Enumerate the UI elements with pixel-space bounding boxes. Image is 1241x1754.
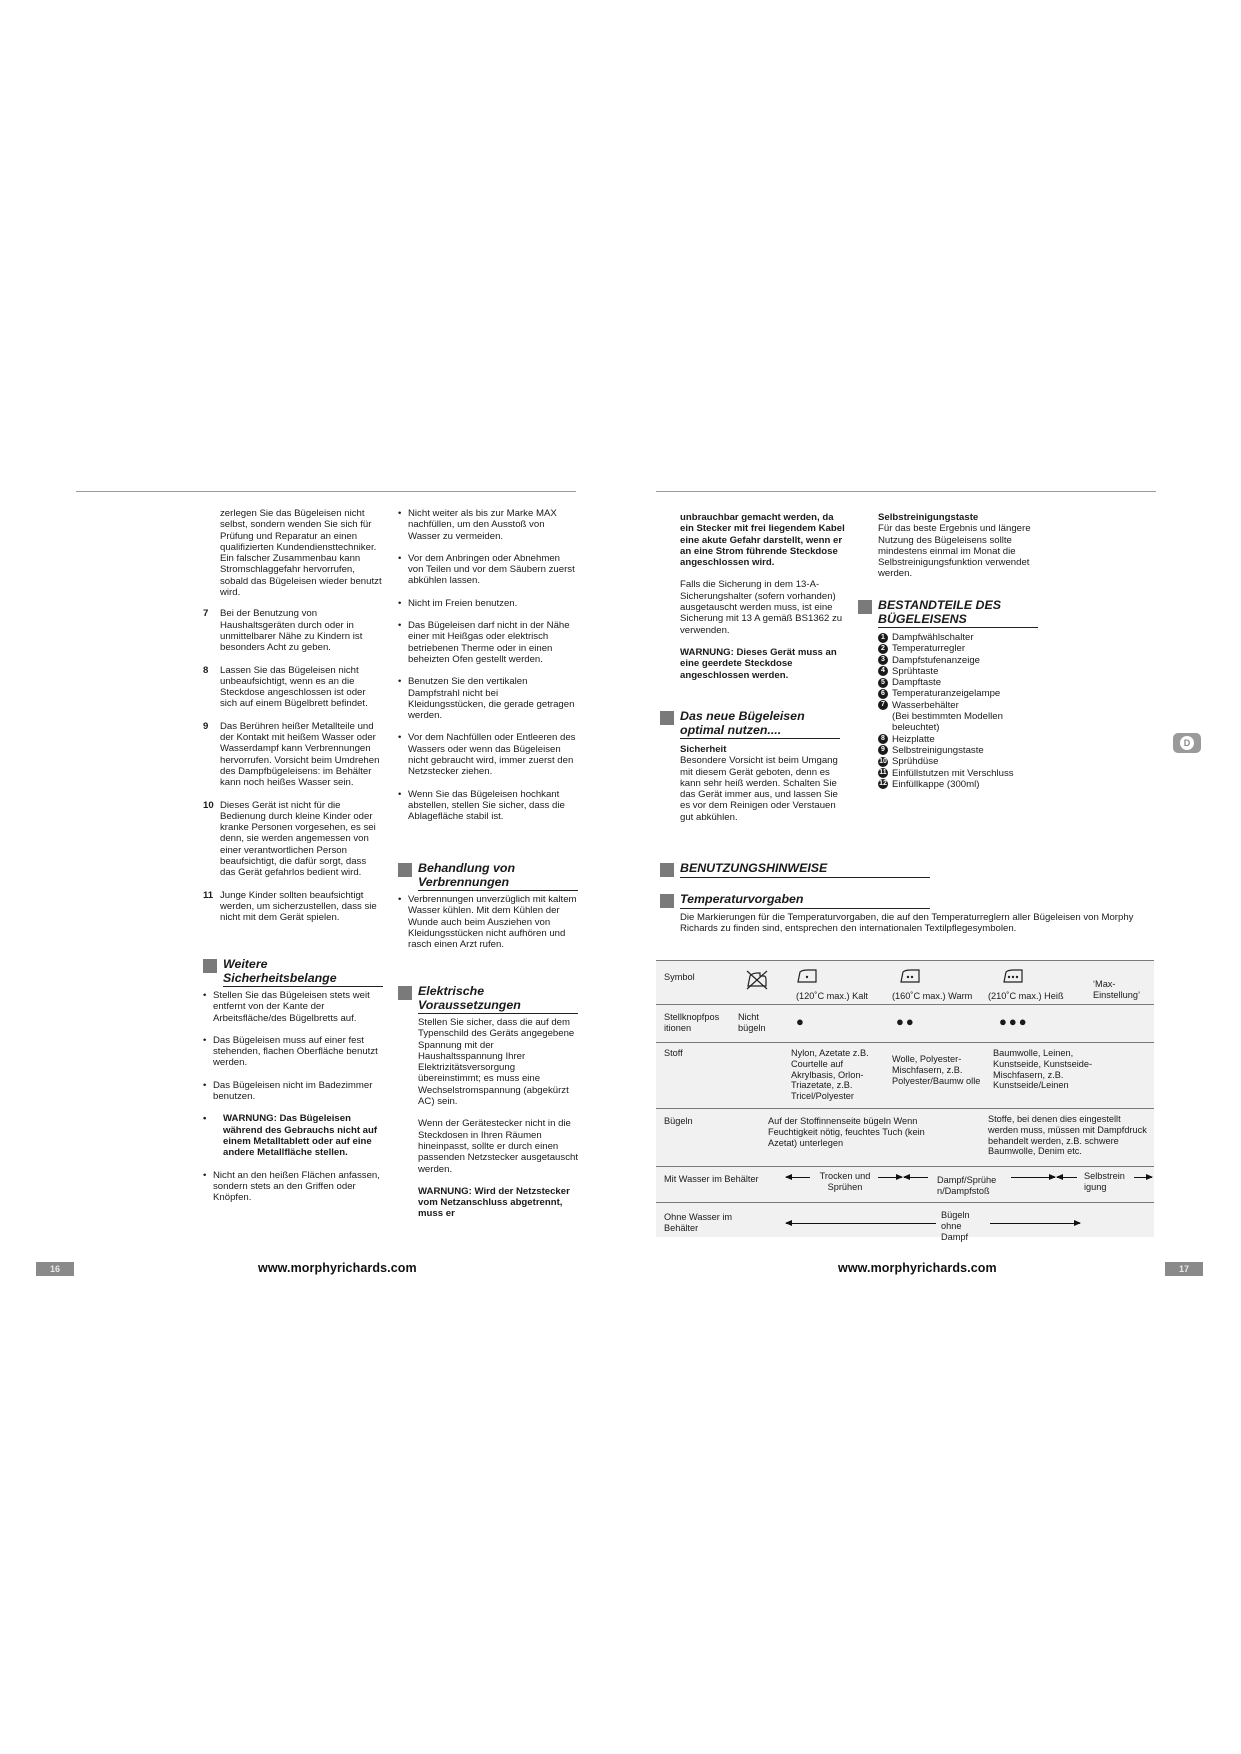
list-item: 2 Temperaturregler xyxy=(878,643,1038,654)
warning-item: • WARNUNG: Das Bügeleisen während des Gebrauchs nicht auf einem Metalltablett oder auf eine andere Metallfläche stellen. xyxy=(203,1113,378,1159)
usage-section xyxy=(660,862,930,881)
list-item: • Stellen Sie das Bügeleisen stets weit entfernt von der Kante der Arbeitsfläche/des Bügelbretts auf. xyxy=(203,990,370,1024)
list-item: • Nicht im Freien benutzen. xyxy=(398,597,518,609)
section-heading xyxy=(858,599,1038,628)
intro-paragraph: zerlegen Sie das Bügeleisen nicht selbst, sondern wenden Sie sich für Prüfung und Reparatur an einen qualifizierten Kundendiensttechniker. Ein falscher Zusammenbau kann Stromschlaggefahr hervorrufen, sobald das Bügeleisen wieder benutzt wird. xyxy=(220,508,382,599)
section-heading xyxy=(660,893,930,909)
left-column-1 xyxy=(203,508,383,935)
footer-url: www.morphyrichards.com xyxy=(258,1261,417,1275)
arrow xyxy=(1134,1177,1152,1178)
safety-text: Besondere Vorsicht ist beim Umgang mit diesem Gerät geboten, denn es kann sehr heiß werden. Schalten Sie das Gerät immer aus, und lassen Sie es vor dem Reinigen oder Verstauen gut abkühlen. xyxy=(680,755,838,823)
section-heading xyxy=(660,862,930,878)
hot-setting-label: (210˚C max.) Heiß xyxy=(988,991,1064,1001)
section-marker xyxy=(660,711,674,725)
row-label: Ohne Wasser im Behälter xyxy=(664,1212,733,1233)
electrical-text: Stellen Sie sicher, dass die auf dem Typenschild des Geräts angegebene Spannung mit der Haushaltsspannung Ihrer Elektrizitätsversorgung übereinstimmt; es muss eine Wechselstromspannung (abgekürzt AC) sein. xyxy=(418,1017,575,1108)
section-title: Weitere Sicherheitsbelange xyxy=(223,958,383,987)
arrow xyxy=(786,1177,810,1178)
list-item: • Nicht weiter als bis zur Marke MAX nachfüllen, um den Ausstoß von Wasser zu vermeiden. xyxy=(398,508,557,542)
list-item: 10 Sprühdüse xyxy=(879,756,939,768)
page-number: 17 xyxy=(1165,1262,1203,1276)
section-heading xyxy=(398,985,578,1014)
list-item: 11 Junge Kinder sollten beaufsichtigt werden, um sicherzustellen, dass sie nicht mit dem Gerät spielen. xyxy=(203,889,377,924)
electrical-text: Wenn der Gerätestecker nicht in die Steckdosen in Ihren Räumen hineinpasst, sollte er durch einen passenden Netzstecker ausgetauscht werden. xyxy=(418,1118,578,1175)
list-item: • Das Bügeleisen darf nicht in der Nähe einer mit Heißgas oder elektrisch betriebenen Therme oder in einen beheizten Ofen gestellt werden. xyxy=(398,620,570,665)
list-item-note: (Bei bestimmten Modellen beleuchtet) xyxy=(892,711,1003,734)
knob-one-dot: ● xyxy=(796,1014,806,1029)
list-item: • Wenn Sie das Bügeleisen hochkant abstellen, stellen Sie sicher, dass die Ablagefläche stabil ist. xyxy=(398,788,565,823)
arrow xyxy=(878,1177,902,1178)
list-item: • Das Bügeleisen nicht im Badezimmer benutzen. xyxy=(203,1079,373,1103)
no-iron-label: Nicht bügeln xyxy=(738,1012,766,1033)
temperature-intro: Die Markierungen für die Temperaturvorgaben, die auf den Temperaturreglern aller Bügeleisen von Morphy Richards zu finden sind, entsprechen den internationalen Textilpflegesymbolen. xyxy=(680,912,1134,935)
section-title: BENUTZUNGSHINWEISE xyxy=(680,862,930,878)
list-item: • Benutzen Sie den vertikalen Dampfstrahl nicht bei Kleidungsstücken, die gerade getragen werden. xyxy=(398,676,575,722)
footer-url: www.morphyrichards.com xyxy=(838,1261,997,1275)
section-marker xyxy=(203,959,217,973)
list-item: • Das Bügeleisen muss auf einer fest stehenden, flachen Oberfläche benutzt werden. xyxy=(203,1034,378,1069)
steam-spray-label: Dampf/Sprühe n/Dampfstoß xyxy=(937,1175,997,1196)
cold-setting-label: (120˚C max.) Kalt xyxy=(796,991,868,1001)
arrow xyxy=(904,1177,928,1178)
right-column-3 xyxy=(680,512,845,692)
arrow xyxy=(1011,1177,1055,1178)
burns-section xyxy=(398,862,578,950)
iron-three-dots-icon xyxy=(1002,968,1024,987)
section-marker xyxy=(398,986,412,1000)
fabric-hot: Baumwolle, Leinen, Kunstseide, Kunstseide-Mischfasern, z.B. Kunstseide/Leinen xyxy=(993,1048,1093,1091)
safety-section xyxy=(203,958,383,1214)
safety-heading: Sicherheit xyxy=(680,744,727,755)
page-number: 16 xyxy=(36,1262,74,1276)
iron-one-dot-icon xyxy=(796,968,818,987)
list-item: 6 Temperaturanzeigelampe xyxy=(878,688,1038,699)
list-item: 9 Selbstreinigungstaste xyxy=(878,745,1038,756)
section-marker xyxy=(660,894,674,908)
right-column-4 xyxy=(878,512,1048,580)
section-heading xyxy=(398,862,578,891)
warning-text: unbrauchbar gemacht werden, da ein Stecker mit frei liegendem Kabel eine akute Gefahr darstellt, wenn er an eine Strom führende Steckdose angeschlossen wird. xyxy=(680,512,845,569)
fabric-cold: Nylon, Azetate z.B. Courtelle auf Akrylbasis, Orlon-Triazetate, z.B. Tricel/Polyester xyxy=(791,1048,869,1102)
knob-three-dots: ●●● xyxy=(999,1014,1029,1029)
knob-two-dots: ●● xyxy=(896,1014,916,1029)
max-setting-label: ‘Max-Einstellung’ xyxy=(1093,979,1140,1000)
fuse-text: Falls die Sicherung in dem 13-A-Sicherungshalter (sofern vorhanden) ausgetauscht werden muss, ist eine Sicherung mit 13 A gemäß BS1362 zu verwenden. xyxy=(680,579,843,636)
list-item: 10 Dieses Gerät ist nicht für die Bedienung durch kleine Kinder oder kranke Personen vorgesehen, es sei denn, sie werden angemessen von einer verantwortlichen Person beaufsichtigt, die dafür sorgt, dass das Gerät gefahrlos bedient wird. xyxy=(203,799,376,879)
self-clean-label: Selbstrein igung xyxy=(1084,1171,1125,1192)
list-item: 7 Wasserbehälter xyxy=(878,700,1038,711)
do-not-iron-icon xyxy=(746,970,768,993)
list-item: • Vor dem Anbringen oder Abnehmen von Teilen und vor dem Säubern zuerst abkühlen lassen. xyxy=(398,552,575,587)
selfclean-text: Für das beste Ergebnis und längere Nutzung des Bügeleisens sollte mindestens einmal im Monat die Selbstreinigungsfunktion verwendet werden. xyxy=(878,523,1031,580)
section-title: Temperaturvorgaben xyxy=(680,893,930,909)
section-title: Elektrische Voraussetzungen xyxy=(418,985,578,1014)
iron-two-dots-icon xyxy=(899,968,921,987)
selfclean-heading: Selbstreinigungstaste xyxy=(878,512,979,523)
section-heading xyxy=(203,958,383,987)
ironing-high: Stoffe, bei denen dies eingestellt werden muss, müssen mit Dampfdruck behandelt werden, z.B. schwere Baumwolle, Denim etc. xyxy=(988,1114,1147,1157)
arrow xyxy=(786,1223,936,1224)
left-column-2 xyxy=(398,508,578,834)
arrow xyxy=(1057,1177,1077,1178)
warm-setting-label: (160˚C max.) Warm xyxy=(892,991,973,1001)
temperature-section xyxy=(660,893,930,912)
list-item: 5 Dampftaste xyxy=(878,677,1038,688)
section-heading xyxy=(660,710,840,739)
fabric-warm: Wolle, Polyester-Mischfasern, z.B. Polyester/Baumw olle xyxy=(892,1054,981,1086)
section-marker xyxy=(398,863,412,877)
top-rule-left xyxy=(76,491,576,492)
section-title: Das neue Bügeleisen optimal nutzen.... xyxy=(680,710,840,739)
section-title: BESTANDTEILE DES BÜGELEISENS xyxy=(878,599,1038,628)
list-item: 8 Lassen Sie das Bügeleisen nicht unbeaufsichtigt, wenn es an die Steckdose angeschlossen ist oder sich auf einem Bügelbrett befindet. xyxy=(203,664,368,710)
dry-iron-label: Bügeln ohne Dampf xyxy=(941,1210,970,1242)
list-item: 1 Dampfwählschalter xyxy=(878,632,1038,643)
dry-spray-label: Trocken und Sprühen xyxy=(819,1171,871,1192)
list-item: 4 Sprühtaste xyxy=(878,666,1038,677)
arrow xyxy=(990,1223,1080,1224)
section-marker xyxy=(660,863,674,877)
warning-text: WARNUNG: Dieses Gerät muss an eine geerdete Steckdose angeschlossen werden. xyxy=(680,646,837,681)
list-item: • Vor dem Nachfüllen oder Entleeren des Wassers oder wenn das Bügeleisen nicht gebraucht wird, immer zuerst den Netzstecker ziehen. xyxy=(398,732,576,778)
parts-section xyxy=(858,599,1038,790)
top-rule-right xyxy=(656,491,1156,492)
row-label: Mit Wasser im Behälter xyxy=(664,1174,759,1184)
row-label: Stoff xyxy=(664,1048,683,1058)
warning-text: WARNUNG: Wird der Netzstecker vom Netzanschluss abgetrennt, muss er xyxy=(418,1185,570,1220)
temperature-table xyxy=(656,960,1154,1242)
numbered-list xyxy=(203,608,383,923)
row-label: Symbol xyxy=(664,972,695,982)
list-item: 12 Einfüllkappe (300ml) xyxy=(879,778,980,790)
section-title: Behandlung von Verbrennungen xyxy=(418,862,578,891)
list-item: 7 Bei der Benutzung von Haushaltsgeräten durch oder in unmittelbarer Nähe zu Kindern ist besonders Acht zu geben. xyxy=(203,608,363,654)
row-label: Stellknopfpos itionen xyxy=(664,1012,720,1033)
new-iron-section xyxy=(660,710,840,823)
list-item: • Nicht an den heißen Flächen anfassen, sondern stets an den Griffen oder Knöpfen. xyxy=(203,1169,380,1204)
burns-text: • Verbrennungen unverzüglich mit kaltem Wasser kühlen. Mit dem Kühlen der Wunde auch beim Ausziehen von Kleidungsstücken nicht aufhören und rasch einen Arzt rufen. xyxy=(398,894,577,951)
row-label: Bügeln xyxy=(664,1116,693,1126)
list-item: 11 Einfüllstutzen mit Verschluss xyxy=(879,767,1014,779)
list-item: 9 Das Berühren heißer Metallteile und der Kontakt mit heißem Wasser oder Wasserdampf kann Verbrennungen hervorrufen. Vorsicht beim Umdrehen des Dampfbügeleisens: im Behälter kann noch heißes Wasser sein. xyxy=(203,720,380,789)
electrical-section xyxy=(398,985,578,1220)
list-item: 3 Dampfstufenanzeige xyxy=(878,655,1038,666)
list-item: 8 Heizplatte xyxy=(878,734,1038,745)
section-marker xyxy=(858,600,872,614)
parts-list xyxy=(858,632,1038,790)
language-tab: D xyxy=(1173,733,1201,753)
ironing-low: Auf der Stoffinnenseite bügeln Wenn Feuchtigkeit nötig, feuchtes Tuch (kein Azetat) unterlegen xyxy=(768,1116,925,1148)
